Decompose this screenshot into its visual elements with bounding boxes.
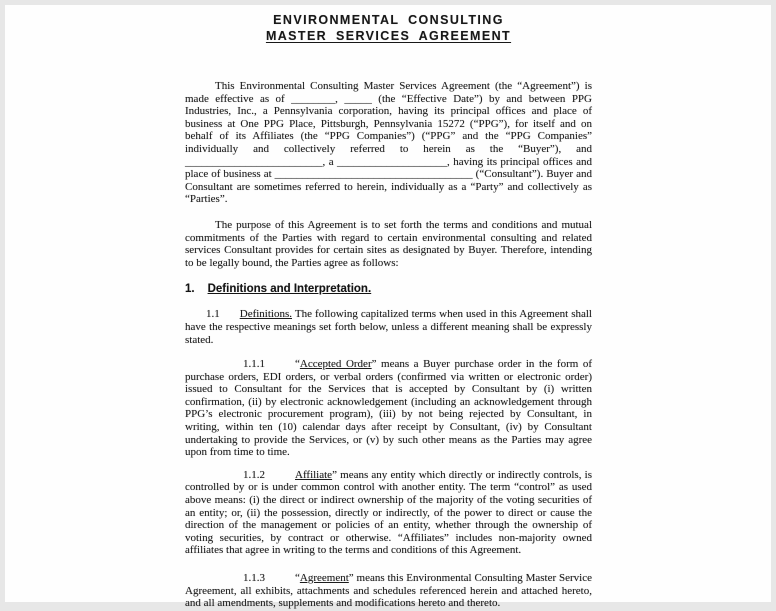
purpose-paragraph: The purpose of this Agreement is to set forth the terms and conditions and mutual commitments of the Parties with regard to certain environmental consulting and related services Consultant provides for certain sites as designated by Buyer. Therefore, intending to be legally bound, the Parties agree as follows:	[185, 218, 592, 269]
clause-1-1-text: The following capitalized terms when used in this Agreement shall have the respective meanings set forth below, unless a different meaning shall be expressly stated.	[185, 308, 592, 346]
document-title-line1: ENVIRONMENTAL CONSULTING	[273, 13, 504, 27]
clause-1-1-1-number: 1.1.1	[243, 358, 265, 371]
document-body	[185, 5, 592, 610]
clause-1-1-1-text: ” means a Buyer purchase order in the form of purchase orders, EDI orders, or verbal orders (confirmed via written or electronic order) issued to Consultant for the Services that is accepted by Consultant by (i) written confirmation, (ii) by electronic acknowledgement (including an acknowledgement through PPG’s electronic procurement program), (iii) by not being rejected by Consultant, in writing, within ten (10) calendar days after receipt by Consultant, (iv) by Consultant undertaking to provide the Services, or (v) by such other means as the Parties may agree upon from time to time.	[185, 358, 592, 459]
intro-paragraph: This Environmental Consulting Master Services Agreement (the “Agreement”) is made effective as of ________, _____ (the “Effective Date”) by and between PPG Industries, Inc., a Pennsylvania corporation, having its principal offices and place of business at One PPG Place, Pittsburgh, Pennsylvania 15272 (“PPG”), for itself and on behalf of its Affiliates (the “PPG Companies”) (“PPG” and the “PPG Companies” individually and collectively referred to herein as the “Buyer”), and _________________________, a ____________________, having its principal offices and place of business at ____________________________________ (“Consultant”). Buyer and Consultant are sometimes referred to herein, individually as a “Party” and collectively as “Parties”.	[185, 80, 592, 206]
clause-1-1-3-number: 1.1.3	[243, 572, 265, 584]
document-title	[185, 12, 592, 44]
clause-1-1	[185, 308, 592, 346]
clause-1-1-term: Definitions.	[239, 308, 292, 321]
clause-1-1-3-open-quote: “	[295, 572, 300, 584]
clause-1-1-1	[185, 358, 592, 459]
clause-1-1-3-term: Agreement	[299, 572, 349, 584]
clause-1-1-2-number: 1.1.2	[243, 468, 265, 481]
clause-1-1-2-term: Affiliate	[295, 468, 333, 481]
clause-1-1-number: 1.1	[206, 308, 220, 321]
clause-1-1-3	[185, 572, 592, 610]
section-1-title: Definitions and Interpretation.	[207, 283, 372, 296]
document-title-line2: MASTER SERVICES AGREEMENT	[265, 29, 512, 43]
clause-1-1-1-term: Accepted Order	[299, 358, 372, 371]
section-1-heading	[185, 283, 592, 296]
section-1-number: 1.	[185, 283, 195, 296]
clause-1-1-2-text: ” means any entity which directly or indirectly controls, is controlled by or is under common control with another entity. The term “control” as used above means: (i) the direct or indirect ownership of the majority of the voting securities of an entity; or, (ii) the possession, directly or indirectly, of the power to direct or cause the direction of the management or policies of an entity, whether through the ownership of voting securities, by contract or otherwise. “Affiliates” includes non-majority owned affiliates that agree in writing to the terms and conditions of this Agreement.	[185, 468, 592, 557]
clause-1-1-3-text: ” means this Environmental Consulting Master Service Agreement, all exhibits, attachments and schedules referenced herein and attached hereto, and all amendments, supplements and modifications hereto and thereto.	[185, 572, 592, 610]
clause-1-1-1-open-quote: “	[295, 358, 300, 371]
document-page	[5, 5, 771, 610]
clause-1-1-2	[185, 469, 592, 557]
